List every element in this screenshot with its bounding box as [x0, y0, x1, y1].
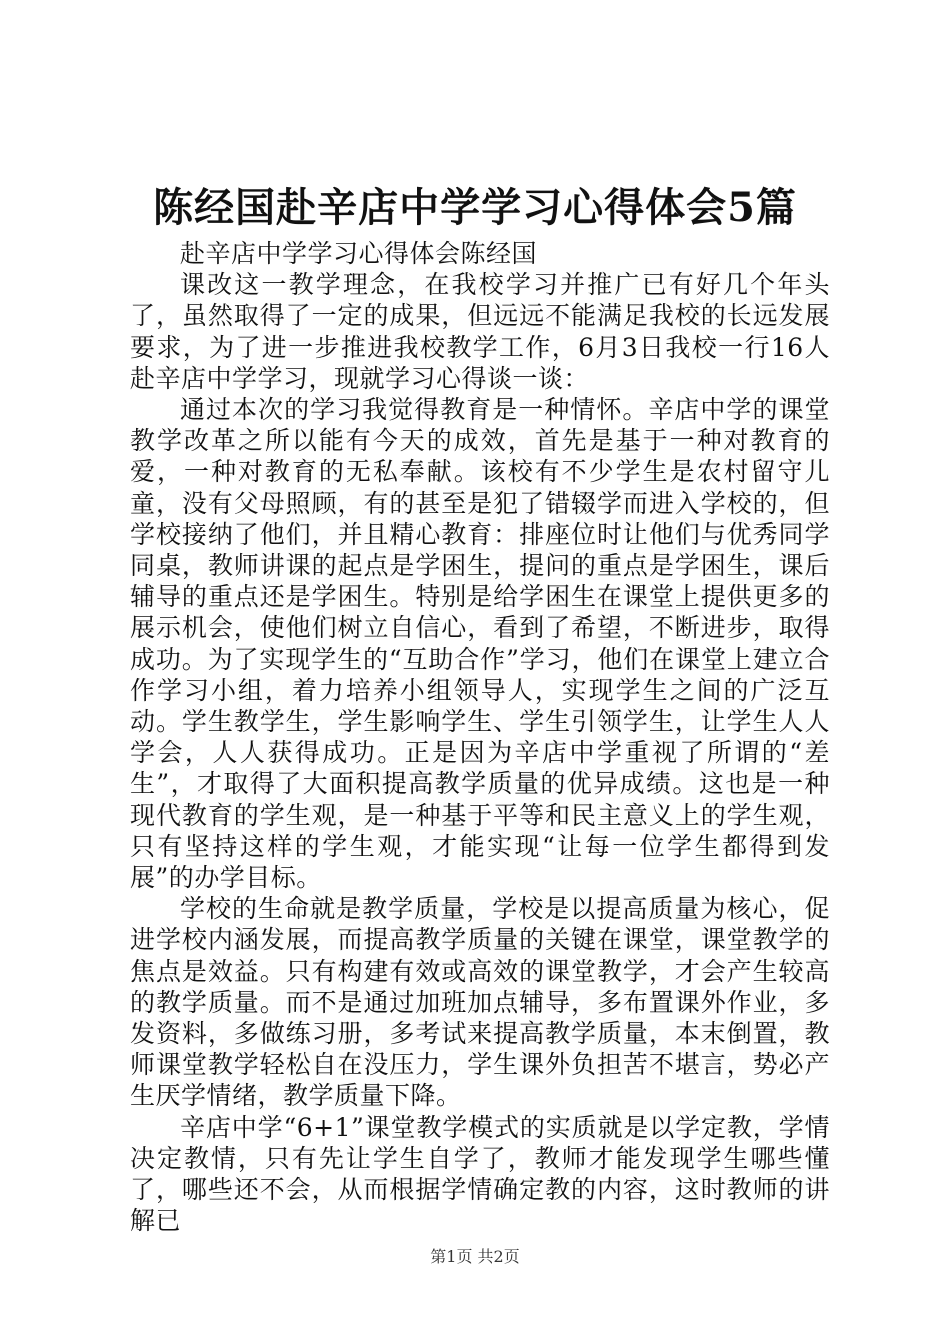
page-footer: 第1页 共2页	[430, 1247, 520, 1266]
document-body	[130, 238, 830, 1237]
paragraph-subtitle: 赴辛店中学学习心得体会陈经国	[180, 239, 538, 268]
paragraph-teaching-model: 辛店中学“6+1”课堂教学模式的实质就是以学定教，学情决定教情，只有先让学生自学了，教师才能发现学生哪些懂了，哪些还不会，从而根据学情确定教的内容，这时教师的讲解已	[130, 1112, 830, 1236]
document-title: 陈经国赴辛店中学学习心得体会5篇	[153, 184, 797, 231]
paragraph-teaching-quality: 学校的生命就是教学质量，学校是以提高质量为核心，促进学校内涵发展，而提高教学质量的关键在课堂，课堂教学的焦点是效益。只有构建有效或高效的课堂教学，才会产生较高的教学质量。而不是通过加班加点辅导，多布置课外作业，多发资料，多做练习册，多考试来提高教学质量，本末倒置，教师课堂教学轻松自在没压力，学生课外负担苦不堪言，势必产生厌学情绪，教学质量下降。	[130, 894, 830, 1111]
paragraph-education-sentiment: 通过本次的学习我觉得教育是一种情怀。辛店中学的课堂教学改革之所以能有今天的成效，首先是基于一种对教育的爱，一种对教育的无私奉献。该校有不少学生是农村留守儿童，没有父母照顾，有的甚至是犯了错辍学而进入学校的，但学校接纳了他们，并且精心教育：排座位时让他们与优秀同学同桌，教师讲课的起点是学困生，提问的重点是学困生，课后辅导的重点还是学困生。特别是给学困生在课堂上提供更多的展示机会，使他们树立自信心，看到了希望，不断进步，取得成功。为了实现学生的“互助合作”学习，他们在课堂上建立合作学习小组，着力培养小组领导人，实现学生之间的广泛互动。学生教学生，学生影响学生、学生引领学生，让学生人人学会，人人获得成功。正是因为辛店中学重视了所谓的“差生”，才取得了大面积提高教学质量的优异成绩。这也是一种现代教育的学生观，是一种基于平等和民主意义上的学生观，只有坚持这样的学生观，才能实现“让每一位学生都得到发展”的办学目标。	[130, 395, 830, 893]
paragraph-intro: 课改这一教学理念，在我校学习并推广已有好几个年头了，虽然取得了一定的成果，但远远不能满足我校的长远发展要求，为了进一步推进我校教学工作，6月3日我校一行16人赴辛店中学学习，现就学习心得谈一谈：	[130, 270, 830, 393]
